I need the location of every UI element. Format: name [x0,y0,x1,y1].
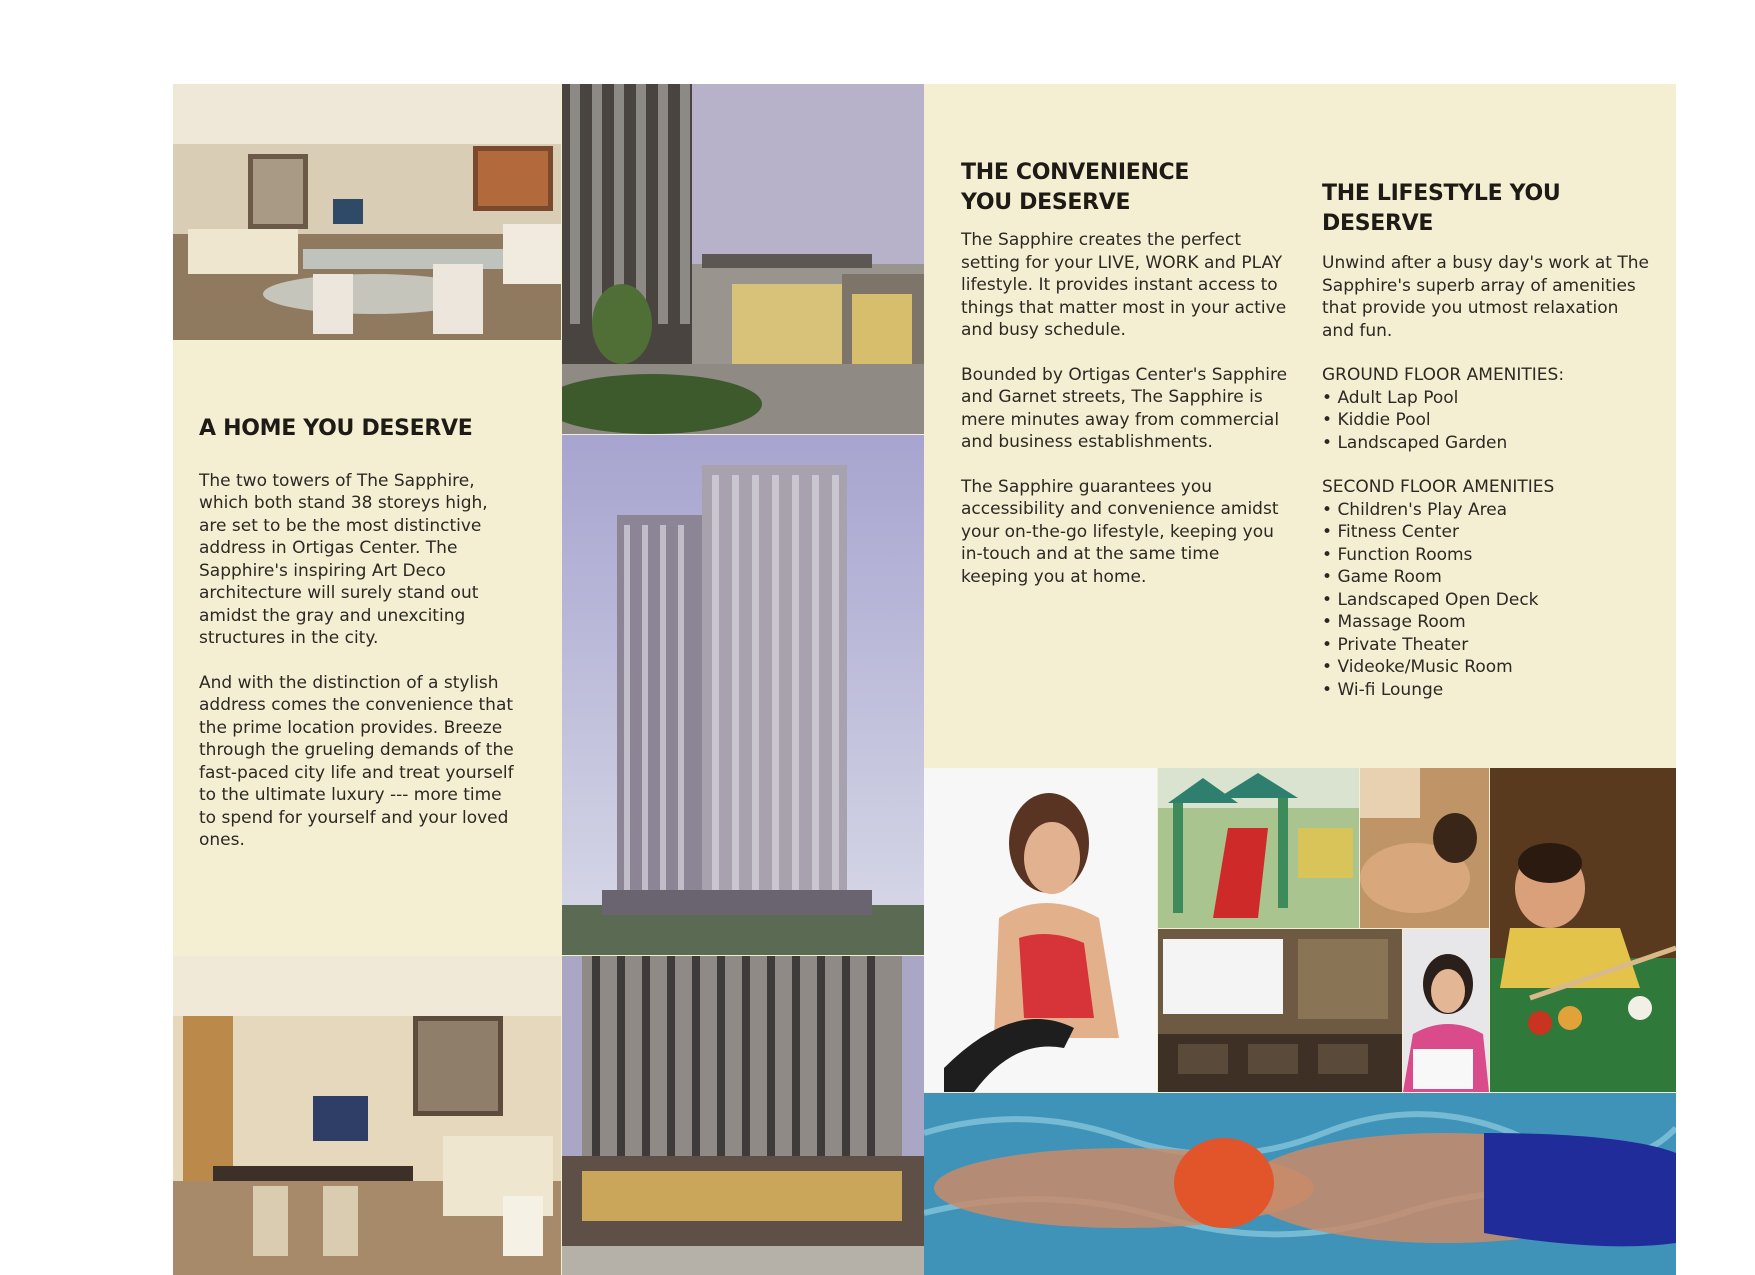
lifestyle-heading: THE LIFESTYLE YOU DESERVE [1322,181,1561,236]
convenience-paragraph-3: The Sapphire guarantees you accessibility and convenience amidst your on-the-go lifestyle, keeping you in-touch and at the same time keeping you at home. [961,476,1279,587]
convenience-text-column [961,158,1291,588]
swimming-pool-photo [924,1093,1676,1275]
right-page [924,84,1676,1275]
list-item: • Kiddie Pool [1322,409,1652,432]
convenience-paragraph-1: The Sapphire creates the perfect setting for your LIVE, WORK and PLAY lifestyle. It provides instant access to things that matter most in your active and busy schedule. [961,230,1287,341]
list-item: • Massage Room [1322,611,1652,634]
convenience-heading [961,158,1291,217]
home-heading: A HOME YOU DESERVE [199,416,473,441]
second-floor-title: SECOND FLOOR AMENITIES [1322,477,1555,498]
living-room-photo [173,84,561,340]
private-theater-photo [1158,929,1402,1092]
convenience-paragraph-2: Bounded by Ortigas Center's Sapphire and Garnet streets, The Sapphire is mere minutes away from commercial and business establishments. [961,364,1288,453]
list-item: • Private Theater [1322,634,1652,657]
home-paragraph-2: And with the distinction of a stylish address comes the convenience that the prime location provides. Breeze through the grueling demands of the fast-paced city life and treat yourself to the ultimate luxury --- more time to spend for yourself and your loved ones. [199,672,514,851]
play-area-photo [1158,768,1359,928]
second-floor-list [1322,499,1652,702]
list-item: • Game Room [1322,566,1652,589]
list-item: • Function Rooms [1322,544,1652,567]
list-item: • Wi-fi Lounge [1322,679,1652,702]
dining-room-photo [173,956,561,1275]
ground-floor-list [1322,387,1652,455]
left-page [173,84,924,1275]
convenience-heading-line-1: THE CONVENIENCE [961,160,1190,185]
home-text-column [199,414,519,852]
convenience-heading-line-2: YOU DESERVE [961,189,1131,215]
tower-entrance-photo [562,84,924,434]
list-item: • Adult Lap Pool [1322,387,1652,410]
fitness-photo [924,768,1157,1092]
tower-podium-photo [562,956,924,1275]
home-paragraph-1: The two towers of The Sapphire, which both stand 38 storeys high, are set to be the most distinctive address in Ortigas Center. The Sapphire's inspiring Art Deco architecture will surely stand out amidst the gray and unexciting structures in the city. [199,470,488,649]
list-item: • Landscaped Open Deck [1322,589,1652,612]
list-item: • Children's Play Area [1322,499,1652,522]
ground-floor-title: GROUND FLOOR AMENITIES: [1322,365,1565,386]
lifestyle-text-column [1322,179,1652,701]
list-item: • Landscaped Garden [1322,432,1652,455]
massage-photo [1360,768,1489,928]
twin-towers-photo [562,435,924,955]
billiards-photo [1490,768,1676,1092]
list-item: • Videoke/Music Room [1322,656,1652,679]
list-item: • Fitness Center [1322,521,1652,544]
music-room-photo [1403,929,1489,1092]
lifestyle-intro: Unwind after a busy day's work at The Sapphire's superb array of amenities that provide you utmost relaxation and fun. [1322,253,1649,341]
